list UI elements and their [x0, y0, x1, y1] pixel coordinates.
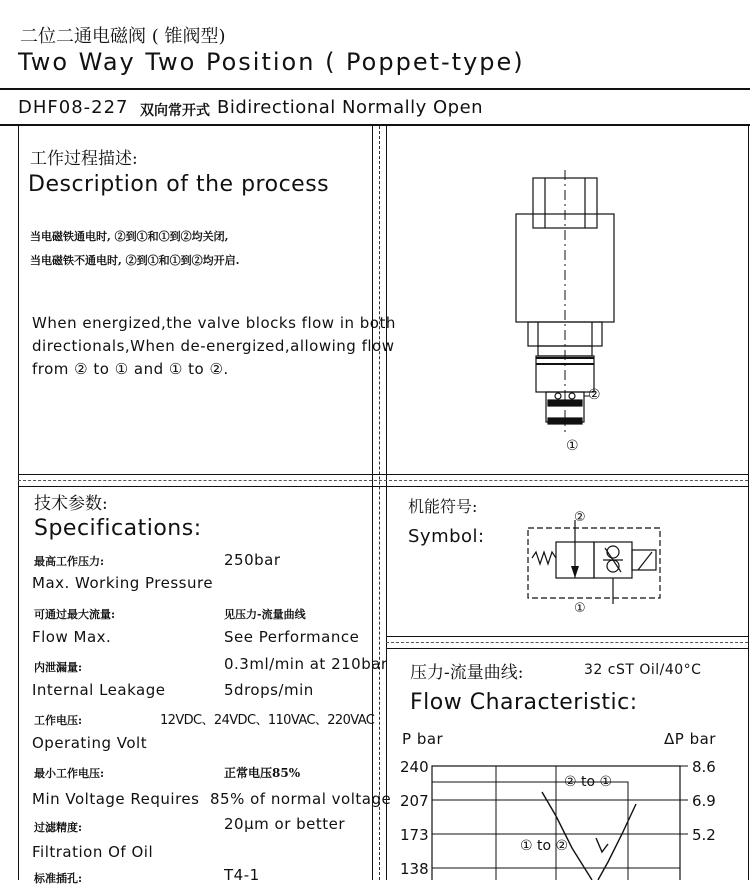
spec-value: 250bar [224, 551, 281, 569]
y-left-tick-label: 138 [400, 860, 429, 878]
frame-center-a [372, 126, 373, 880]
y-left-tick-label: 240 [400, 758, 429, 776]
y-left-tick-label: 207 [400, 792, 429, 810]
flow-chart-svg [396, 752, 748, 880]
y-left-tick-label: 173 [400, 826, 429, 844]
spec-label-en: Operating Volt [32, 734, 148, 752]
header-divider-top [0, 88, 750, 90]
subtitle-cn: 双向常开式 [140, 103, 210, 119]
spec-label-cn: 可通过最大流量: [34, 608, 116, 621]
spec-label-cn: 最高工作压力: [34, 555, 105, 568]
process-heading-en: Description of the process [28, 172, 330, 197]
header-divider-bottom [0, 124, 750, 126]
spec-value: 正常电压85% [224, 766, 301, 780]
y-right-tick-label: 5.2 [692, 826, 716, 844]
flow-chart [396, 752, 748, 880]
title-cn: 二位二通电磁阀 ( 锥阀型) [20, 26, 226, 47]
spec-value: 见压力-流量曲线 [224, 608, 306, 621]
spec-label-cn: 内泄漏量: [34, 661, 83, 674]
flow-heading-cn: 压力-流量曲线: [410, 663, 524, 683]
frame-center-b [386, 126, 387, 880]
spec-label-cn: 工作电压: [34, 714, 83, 727]
symbol-heading-cn: 机能符号: [408, 497, 478, 516]
spec-value-2: 85% of normal voltage [210, 790, 392, 808]
row-divider-dash [18, 480, 748, 481]
row-divider-a [18, 474, 748, 475]
spec-label-cn: 标准插孔: [34, 872, 83, 885]
spec-label-cn: 最小工作电压: [34, 767, 105, 780]
spec-label-en: Min Voltage Requires [32, 790, 200, 808]
right-divider-a [386, 636, 748, 637]
subtitle-en: Bidirectional Normally Open [217, 97, 484, 118]
process-heading-cn: 工作过程描述: [30, 149, 138, 169]
specs-heading-cn: 技术参数: [34, 494, 108, 514]
y-right-tick-label: 8.6 [692, 758, 716, 776]
process-en-line3: from ② to ① and ① to ②. [32, 360, 229, 378]
spec-value-2: 5drops/min [224, 681, 314, 699]
frame-right [748, 126, 749, 880]
symbol-port-2-label: ② [574, 510, 587, 525]
flow-right-axis-unit: ΔP bar [664, 730, 716, 748]
valve-port-1-label: ① [566, 438, 580, 454]
spec-value: 0.3ml/min at 210bar [224, 655, 388, 673]
process-cn-line2: 当电磁铁不通电时, ②到①和①到②均开启. [30, 254, 240, 267]
process-en-line1: When energized,the valve blocks flow in both [32, 314, 396, 332]
series-label: ① to ② [520, 838, 569, 854]
valve-port-2-label: ② [588, 387, 602, 403]
right-divider-b [386, 648, 748, 649]
flow-left-axis-unit: P bar [402, 730, 444, 748]
spec-value-2: See Performance [224, 628, 360, 646]
right-divider-dash [386, 642, 748, 643]
y-right-tick-label: 6.9 [692, 792, 716, 810]
frame-center-dash [379, 126, 380, 880]
row-divider-b [18, 486, 748, 487]
spec-label-cn: 过滤精度: [34, 821, 83, 834]
spec-value: 20μm or better [224, 815, 346, 833]
model-number: DHF08-227 [18, 97, 129, 118]
hydraulic-symbol-drawing [524, 520, 664, 604]
title-en: Two Way Two Position ( Poppet-type) [18, 48, 525, 76]
frame-left [18, 126, 19, 880]
process-en-line2: directionals,When de-energized,allowing flow [32, 337, 395, 355]
spec-value: T4-1 [224, 866, 260, 884]
process-cn-line1: 当电磁铁通电时, ②到①和①到②均关闭, [30, 230, 229, 243]
spec-label-en: Max. Working Pressure [32, 574, 214, 592]
spec-value: 12VDC、24VDC、110VAC、220VAC [160, 713, 375, 728]
series-label: ② to ① [564, 774, 613, 790]
spec-label-en: Flow Max. [32, 628, 112, 646]
series-line-hook [596, 838, 608, 852]
valve-cross-section-drawing [500, 170, 630, 460]
series-line [598, 804, 636, 880]
flow-oil-spec: 32 cST Oil/40°C [584, 662, 702, 678]
symbol-port-1-label: ① [574, 601, 587, 616]
symbol-heading-en: Symbol: [408, 526, 485, 547]
flow-heading-en: Flow Characteristic: [410, 690, 638, 715]
specs-heading-en: Specifications: [34, 516, 202, 541]
series-line [542, 792, 592, 880]
spec-label-en: Internal Leakage [32, 681, 166, 699]
spec-label-en: Filtration Of Oil [32, 843, 154, 861]
